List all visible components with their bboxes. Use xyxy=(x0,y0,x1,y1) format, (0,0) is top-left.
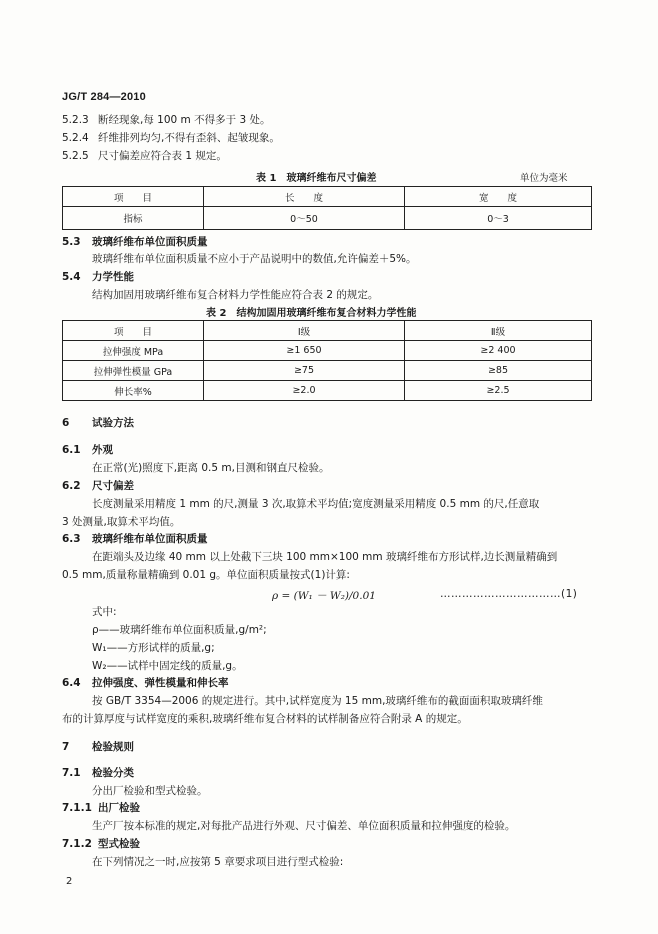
where-item-w1: W₁——方形试样的质量,g; xyxy=(92,642,215,654)
section-title: 型式检验 xyxy=(98,838,140,850)
section-6-2-text-line2: 3 处测量,取算术平均值。 xyxy=(62,516,181,528)
section-6-2-heading xyxy=(62,479,134,493)
clause-text: 尺寸偏差应符合表 1 规定。 xyxy=(98,150,227,162)
section-7-heading xyxy=(62,740,134,754)
section-5-3-text: 玻璃纤维布单位面积质量不应小于产品说明中的数值,允许偏差＋5%。 xyxy=(92,253,417,265)
where-label: 式中: xyxy=(92,606,117,618)
section-7-1-1-text: 生产厂按本标准的规定,对每批产品进行外观、尺寸偏差、单位面积质量和拉伸强度的检验。 xyxy=(92,820,516,832)
table-cell: 拉伸强度 MPa xyxy=(63,341,204,361)
section-title: 拉伸强度、弹性模量和伸长率 xyxy=(92,677,229,689)
table-cell: ≥2.0 xyxy=(204,381,405,401)
table-cell: ≥2 400 xyxy=(405,341,592,361)
standard-code-header: JG/T 284—2010 xyxy=(62,91,146,103)
section-number: 7.1.1 xyxy=(62,802,92,814)
section-title: 检验分类 xyxy=(92,767,134,779)
section-title: 外观 xyxy=(92,444,113,456)
formula-1: ρ = (W₁ － W₂)/0.01 xyxy=(272,590,376,602)
section-6-1-text: 在正常(光)照度下,距离 0.5 m,目测和钢直尺检验。 xyxy=(92,462,330,474)
section-6-4-heading xyxy=(62,676,229,690)
section-6-3-heading xyxy=(62,532,208,546)
section-7-1-2-heading xyxy=(62,837,140,851)
table-header-cell: Ⅱ级 xyxy=(405,321,592,341)
table-row xyxy=(63,381,592,401)
clause-5-2-4 xyxy=(62,131,280,145)
section-5-4-heading xyxy=(62,270,134,284)
table-cell: 0～50 xyxy=(204,207,405,230)
section-number: 5.4 xyxy=(62,271,81,283)
table-cell: 伸长率% xyxy=(63,381,204,401)
table-cell: 0～3 xyxy=(405,207,592,230)
section-7-1-2-text: 在下列情况之一时,应按第 5 章要求项目进行型式检验: xyxy=(92,856,344,868)
section-title: 力学性能 xyxy=(92,271,134,283)
clause-number: 5.2.4 xyxy=(62,132,89,144)
section-7-1-1-heading xyxy=(62,801,140,815)
clause-number: 5.2.3 xyxy=(62,114,89,126)
section-title: 检验规则 xyxy=(92,741,134,753)
section-number: 6.2 xyxy=(62,480,81,492)
section-6-3-text-line1: 在距端头及边缘 40 mm 以上处截下三块 100 mm×100 mm 玻璃纤维布方形试样,边长测量精确到 xyxy=(92,551,558,563)
table-cell: 指标 xyxy=(63,207,204,230)
table-header-cell: 项 目 xyxy=(63,187,204,207)
table-row xyxy=(63,341,592,361)
table-cell: ≥75 xyxy=(204,361,405,381)
table-cell: ≥1 650 xyxy=(204,341,405,361)
section-number: 7.1.2 xyxy=(62,838,92,850)
formula-number: ……………………………(1) xyxy=(440,588,578,600)
clause-text: 断经现象,每 100 m 不得多于 3 处。 xyxy=(98,114,271,126)
table-cell: ≥85 xyxy=(405,361,592,381)
table-header-row xyxy=(63,321,592,341)
section-6-2-text-line1: 长度测量采用精度 1 mm 的尺,测量 3 次,取算术平均值;宽度测量采用精度 0.5 mm 的尺,任意取 xyxy=(92,498,540,510)
table-header-cell: 项 目 xyxy=(63,321,204,341)
page-number: 2 xyxy=(66,876,73,887)
table-header-cell: Ⅰ级 xyxy=(204,321,405,341)
section-title: 出厂检验 xyxy=(98,802,140,814)
section-number: 7.1 xyxy=(62,767,81,779)
table2 xyxy=(62,320,592,401)
table-row xyxy=(63,361,592,381)
table-cell: ≥2.5 xyxy=(405,381,592,401)
section-title: 试验方法 xyxy=(92,417,134,429)
table2-title: 表 2 结构加固用玻璃纤维布复合材料力学性能 xyxy=(206,308,417,319)
table1-title: 表 1 玻璃纤维布尺寸偏差 xyxy=(256,173,377,184)
section-7-1-text: 分出厂检验和型式检验。 xyxy=(92,785,208,797)
table-cell: 拉伸弹性模量 GPa xyxy=(63,361,204,381)
section-6-3-text-line2: 0.5 mm,质量称量精确到 0.01 g。单位面积质量按式(1)计算: xyxy=(62,569,350,581)
section-number: 6.4 xyxy=(62,677,81,689)
where-item-w2: W₂——试样中固定线的质量,g。 xyxy=(92,660,243,672)
clause-number: 5.2.5 xyxy=(62,150,89,162)
section-6-4-text-line2: 布的计算厚度与试样宽度的乘积,玻璃纤维布复合材料的试样制备应符合附录 A 的规定。 xyxy=(62,713,468,725)
section-number: 5.3 xyxy=(62,236,81,248)
section-5-4-text: 结构加固用玻璃纤维布复合材料力学性能应符合表 2 的规定。 xyxy=(92,289,379,301)
table1-unit: 单位为毫米 xyxy=(520,173,568,184)
where-item-rho: ρ——玻璃纤维布单位面积质量,g/m²; xyxy=(92,624,267,636)
table-header-cell: 宽 度 xyxy=(405,187,592,207)
table-header-row xyxy=(63,187,592,207)
section-title: 玻璃纤维布单位面积质量 xyxy=(92,533,208,545)
section-6-heading xyxy=(62,416,134,430)
section-6-1-heading xyxy=(62,443,113,457)
section-7-1-heading xyxy=(62,766,134,780)
table-row xyxy=(63,207,592,230)
clause-5-2-5 xyxy=(62,149,227,163)
section-title: 玻璃纤维布单位面积质量 xyxy=(92,236,208,248)
clause-text: 纤维排列均匀,不得有歪斜、起皱现象。 xyxy=(98,132,280,144)
section-number: 6.3 xyxy=(62,533,81,545)
section-number: 6 xyxy=(62,417,70,429)
table1 xyxy=(62,186,592,230)
table-header-cell: 长 度 xyxy=(204,187,405,207)
clause-5-2-3 xyxy=(62,113,270,127)
section-title: 尺寸偏差 xyxy=(92,480,134,492)
section-6-4-text-line1: 按 GB/T 3354—2006 的规定进行。其中,试样宽度为 15 mm,玻璃纤维布的截面面积取玻璃纤维 xyxy=(92,695,543,707)
section-number: 7 xyxy=(62,741,70,753)
section-5-3-heading xyxy=(62,235,208,249)
section-number: 6.1 xyxy=(62,444,81,456)
